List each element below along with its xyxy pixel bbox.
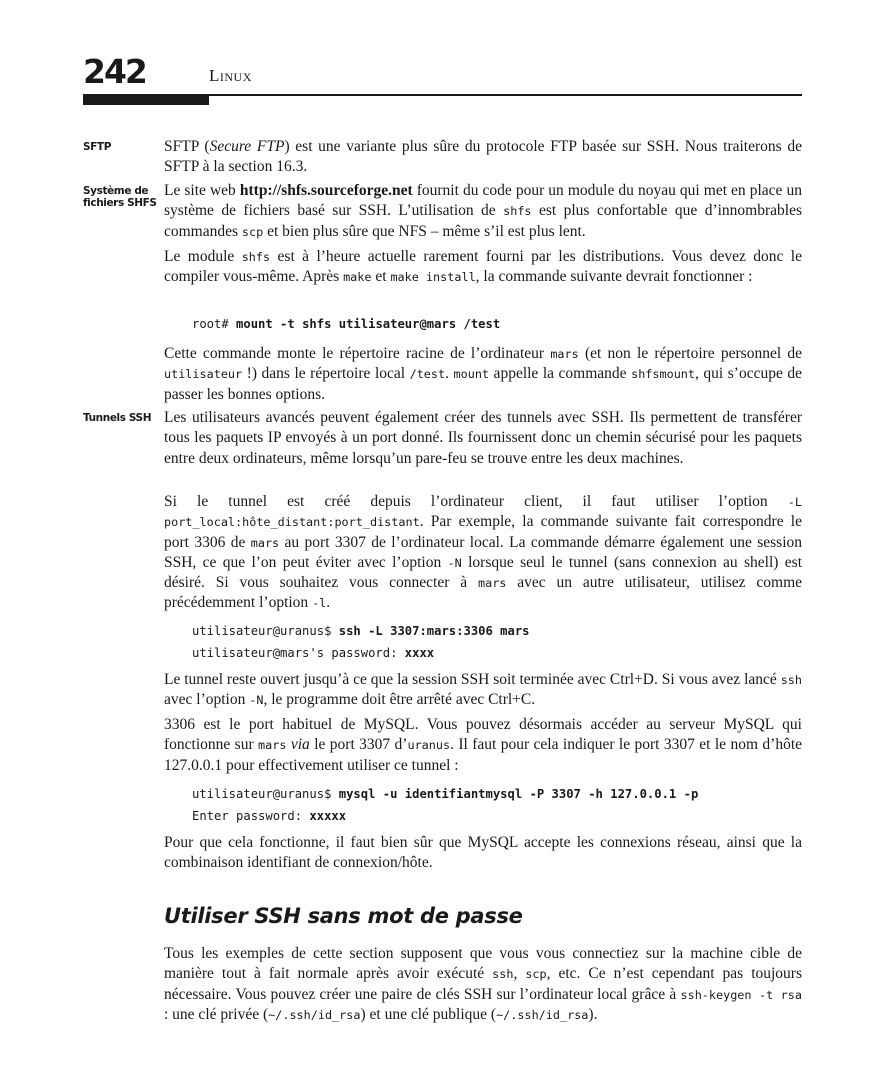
code-block-mount xyxy=(192,313,500,335)
inline-code: -N xyxy=(447,555,462,570)
text: Si le tunnel est créé depuis l’ordinateur client, il faut utiliser l’option xyxy=(164,493,788,510)
paragraph-shfs xyxy=(164,181,802,242)
paragraph-tunnel-close xyxy=(164,670,802,711)
text: . xyxy=(326,594,331,612)
text: lorsque seul le tunnel (sans connexion au shell) est désiré. Si vous souhaitez vous connecter à xyxy=(164,553,803,592)
text: , la commande suivante devrait fonctionner : xyxy=(475,268,753,286)
inline-code: shfsmount xyxy=(631,367,696,382)
code-prompt: root# xyxy=(192,317,237,331)
paragraph-sftp xyxy=(164,137,802,178)
paragraph-mysql xyxy=(164,715,802,776)
section-heading: Utiliser SSH sans mot de passe xyxy=(164,904,523,928)
inline-code: ~/.ssh/id_rsa xyxy=(496,1007,589,1022)
text: avec l’option xyxy=(164,691,250,709)
text: ) est une variante plus sûre du protocole FTP basée sur SSH. Nous traiterons de SFTP à la section 16.3. xyxy=(164,138,802,176)
code-line xyxy=(192,805,698,827)
text: fournit du code pour un module du noyau qui met en place un système de fichiers basé sur SSH. L’utilisation de xyxy=(164,182,802,220)
margin-note-sftp: SFTP xyxy=(83,141,111,153)
text: 3306 est le port habituel de MySQL. Vous pouvez désormais accéder au serveur MySQL qui fonctionne sur xyxy=(164,716,802,754)
inline-code: mars xyxy=(250,535,280,550)
code-block-mysql xyxy=(192,783,698,827)
inline-code: make xyxy=(343,270,372,285)
inline-code: mars xyxy=(550,347,579,361)
text: est à l’heure actuelle rarement fourni par les distributions. Vous devez donc le compiler vous-même. Après xyxy=(164,248,802,286)
text: Tous les exemples de cette section supposent que vous vous connectiez sur la machine cible de manière tout à fait normale après avoir exécuté xyxy=(164,945,802,983)
text: ). xyxy=(588,1005,598,1023)
margin-note-shfs-line1: Système de xyxy=(83,185,149,197)
inline-code: /test xyxy=(409,367,446,382)
paragraph-ssh-keys xyxy=(164,944,802,1025)
inline-code: ssh xyxy=(492,967,514,982)
code-command: ssh -L 3307:mars:3306 mars xyxy=(338,624,530,638)
paragraph-tunnel-option xyxy=(164,492,802,614)
text: , le programme doit être arrêté avec Ctrl+C. xyxy=(263,691,536,709)
inline-code: ssh xyxy=(780,673,802,687)
inline-code: ssh-keygen -t rsa xyxy=(680,987,802,1002)
inline-code: make install xyxy=(390,270,476,285)
page-number: 242 xyxy=(83,52,146,91)
text: est plus confortable que d’innombrables commandes xyxy=(164,202,802,240)
text: SFTP ( xyxy=(164,138,210,155)
inline-code: ~/.ssh/id_rsa xyxy=(268,1007,361,1022)
text: . xyxy=(445,365,454,383)
inline-code: utilisateur xyxy=(164,367,243,382)
code-line xyxy=(192,783,698,805)
text: : une clé privée ( xyxy=(164,1005,269,1023)
margin-note-shfs xyxy=(83,185,161,209)
code-prompt: utilisateur@uranus$ xyxy=(192,624,339,638)
inline-code: scp xyxy=(241,224,264,239)
paragraph-mount-explanation xyxy=(164,344,802,405)
text: Cette commande monte le répertoire racine de l’ordinateur xyxy=(164,345,551,362)
inline-code: shfs xyxy=(503,204,532,219)
inline-code: mount xyxy=(453,367,490,382)
text: (et non le répertoire personnel de xyxy=(578,345,802,362)
text: au port 3307 de l’ordinateur local. La commande démarre également une session SSH, ce que l’on peut éviter avec l’option xyxy=(164,533,802,571)
text: Le site web xyxy=(164,182,240,199)
header-rule-accent xyxy=(83,94,209,105)
margin-note-tunnels: Tunnels SSH xyxy=(83,412,152,424)
inline-code: -L port_local:hôte_distant:port_distant xyxy=(164,495,802,530)
code-block-ssh-tunnel xyxy=(192,620,530,664)
inline-code: uranus xyxy=(407,738,451,753)
text: le port 3307 d’ xyxy=(309,736,408,754)
paragraph-shfs-compile xyxy=(164,247,802,288)
margin-note-shfs-line2: fichiers SHFS xyxy=(83,197,157,209)
text: , xyxy=(513,965,526,983)
text: et bien plus sûre que NFS – même s’il est plus lent. xyxy=(263,222,586,240)
text: ) et une clé publique ( xyxy=(360,1005,497,1023)
running-title: Linux xyxy=(209,66,252,85)
text: , qui s’occupe de passer les bonnes options. xyxy=(164,365,802,403)
text: et xyxy=(371,268,391,286)
inline-code: -l xyxy=(312,596,327,611)
text: !) dans le répertoire local xyxy=(242,365,410,383)
text: . Il faut pour cela indiquer le port 3307 et le nom d’hôte 127.0.0.1 pour effectivement utiliser ce tunnel : xyxy=(164,736,803,774)
code-line xyxy=(192,642,530,664)
inline-code: mars xyxy=(477,576,507,591)
code-input: xxxxx xyxy=(309,809,347,823)
text: Le tunnel reste ouvert jusqu’à ce que la session SSH soit terminée avec Ctrl+D. Si vous avez lancé xyxy=(164,671,781,688)
text: Le module xyxy=(164,248,242,265)
code-command: mount -t shfs utilisateur@mars /test xyxy=(236,317,501,331)
text: , etc. Ce n’est cependant pas toujours nécessaire. Vous pouvez créer une paire de clés SSH sur l’ordinateur local grâce à xyxy=(164,965,803,1003)
code-prompt: utilisateur@mars's password: xyxy=(192,646,405,660)
paragraph-tunnels-intro: Les utilisateurs avancés peuvent également créer des tunnels avec SSH. Ils permettent de transférer tous les paquets IP envoyés à un port donné. Ils fournissent donc un chemin sécurisé pour les paquets entre deux ordinateurs, même lorsqu’un pare-feu se trouve entre les deux machines. xyxy=(164,409,802,467)
text: . Par exemple, la commande suivante fait correspondre le port 3306 de xyxy=(164,513,802,551)
text: appelle la commande xyxy=(489,365,632,383)
emphasis: Secure FTP xyxy=(209,138,285,155)
inline-code: -N xyxy=(249,693,264,708)
emphasis: via xyxy=(290,736,310,754)
inline-code: shfs xyxy=(241,250,271,264)
code-command: mysql -u identifiantmysql -P 3307 -h 127.0.0.1 -p xyxy=(338,787,699,801)
code-prompt: Enter password: xyxy=(192,809,310,823)
text: avec un autre utilisateur, utilisez comme précédemment l’option xyxy=(164,574,802,612)
inline-code: mars xyxy=(258,738,287,753)
code-prompt: utilisateur@uranus$ xyxy=(192,787,339,801)
paragraph-mysql-note: Pour que cela fonctionne, il faut bien sûr que MySQL accepte les connexions réseau, ainsi que la combinaison identifiant de connexion/hôte. xyxy=(164,834,802,872)
code-input: xxxx xyxy=(404,646,435,660)
code-line xyxy=(192,620,530,642)
url-link[interactable]: http://shfs.sourceforge.net xyxy=(239,182,413,199)
inline-code: scp xyxy=(525,967,547,982)
